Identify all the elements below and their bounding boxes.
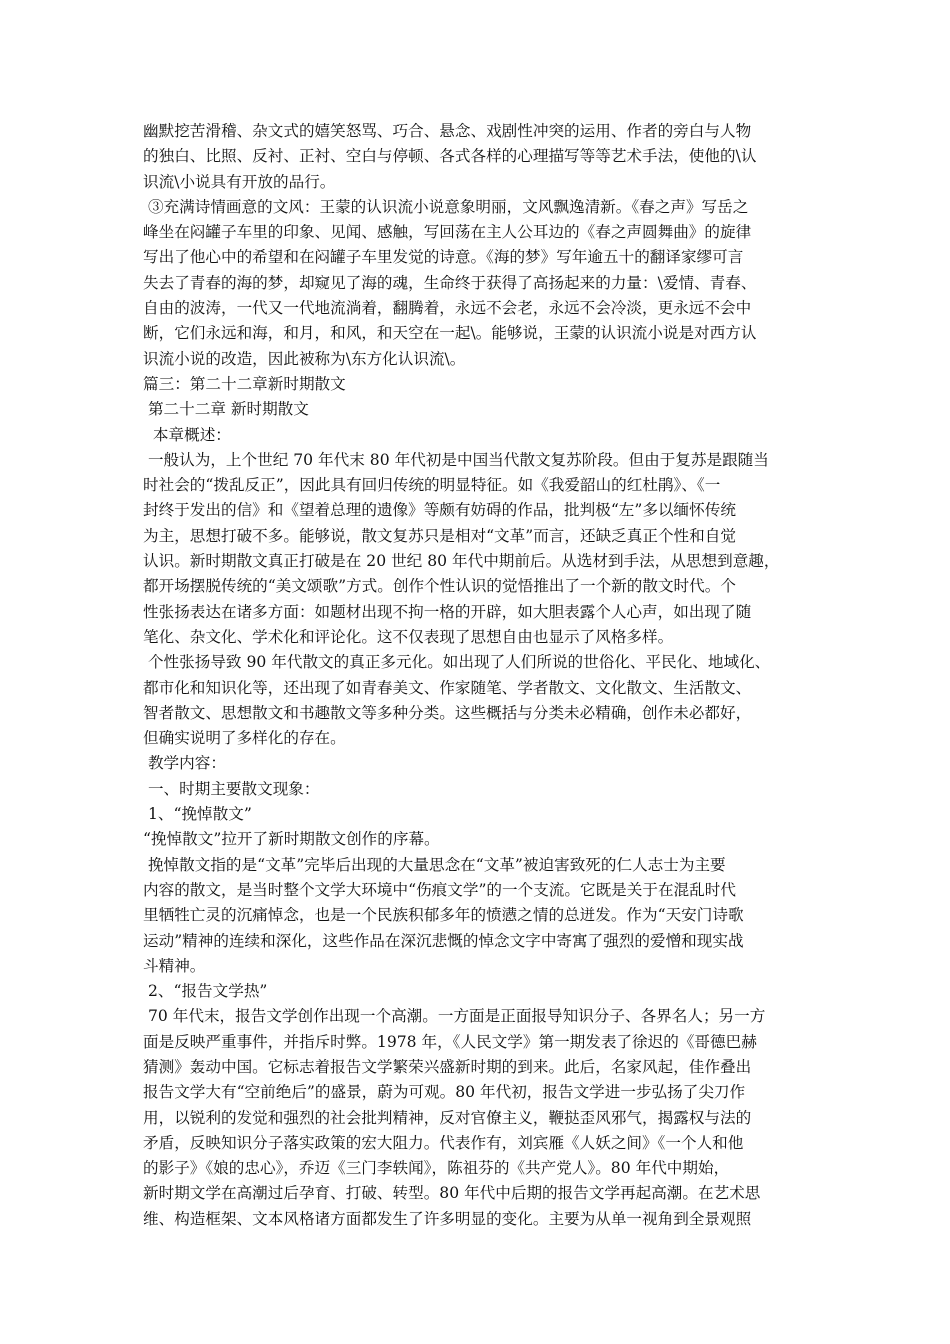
text-line: 为主，思想打破不多。能够说，散文复苏只是相对“文革”而言，还缺乏真正个性和自觉: [143, 526, 736, 545]
text-line: 断，它们永远和海，和月，和风，和天空在一起\。能够说，王蒙的认识流小说是对西方认: [143, 324, 757, 343]
text-line: 维、构造框架、文本风格诸方面都发生了许多明显的变化。主要为从单一视角到全景观照: [143, 1209, 752, 1228]
text-line: “挽悼散文”拉开了新时期散文创作的序幕。: [143, 830, 440, 849]
text-line: 幽默挖苦滑稽、杂文式的嬉笑怒骂、巧合、悬念、戏剧性冲突的运用、作者的旁白与人物: [143, 122, 752, 140]
text-line: 一、时期主要散文现象：: [143, 779, 320, 798]
text-line: 斗精神。: [143, 956, 206, 975]
text-line: 用，以锐利的发觉和强烈的社会批判精神，反对官僚主义，鞭挞歪风邪气，揭露权与法的: [143, 1108, 752, 1127]
text-line: 智者散文、思想散文和书趣散文等多种分类。这些概括与分类未必精确，创作未必都好，: [143, 703, 752, 722]
text-line: 新时期文学在高潮过后孕育、打破、转型。80 年代中后期的报告文学再起高潮。在艺术思: [143, 1184, 761, 1203]
text-line: 运动”精神的连续和深化，这些作品在深沉悲慨的悼念文字中寄寓了强烈的爱憎和现实战: [143, 931, 744, 950]
text-line: 教学内容：: [143, 754, 226, 773]
text-line: 本章概述：: [143, 425, 231, 444]
document-page: [143, 119, 809, 1232]
text-line: 内容的散文，是当时整个文学大环境中“伤痕文学”的一个支流。它既是关于在混乱时代: [143, 880, 736, 899]
text-line: ③充满诗情画意的文风：王蒙的认识流小说意象明丽，文风飘逸清新。《春之声》写岳之: [143, 197, 749, 216]
text-line: 性张扬表达在诸多方面：如题材出现不拘一格的开辟，如大胆表露个人心声，如出现了随: [143, 602, 752, 621]
text-line: 都市化和知识化等，还出现了如青春美文、作家随笔、学者散文、文化散文、生活散文、: [143, 678, 752, 697]
text-line: 写出了他心中的希望和在闷罐子车里发觉的诗意。《海的梦》写年逾五十的翻译家缪可言: [143, 248, 744, 267]
text-line: 猜测》轰动中国。它标志着报告文学繁荣兴盛新时期的到来。此后，名家风起，佳作叠出: [143, 1057, 752, 1076]
text-line: 封终于发出的信》和《望着总理的遗像》等颇有妨碍的作品，批判极“左”多以缅怀传统: [143, 501, 736, 520]
text-line: 识流\小说具有开放的品行。: [143, 172, 336, 191]
text-line: 都开场摆脱传统的“美文颂歌”方式。创作个性认识的觉悟推出了一个新的散文时代。个: [143, 577, 736, 596]
text-line: 里牺牲亡灵的沉痛悼念，也是一个民族积郁多年的愤懑之情的总迸发。作为“天安门诗歌: [143, 906, 744, 925]
text-line: 笔化、杂文化、学术化和评论化。这不仅表现了思想自由也显示了风格多样。: [143, 627, 674, 646]
text-line: 自由的波涛，一代又一代地流淌着，翻腾着，永远不会老，永远不会冷淡，更永远不会中: [143, 299, 752, 318]
text-line: 报告文学大有“空前绝后”的盛景，蔚为可观。80 年代初，报告文学进一步弘扬了尖刀作: [143, 1083, 746, 1102]
text-line: 矛盾，反映知识分子落实政策的宏大阻力。代表作有，刘宾雁《人妖之间》《一个人和他: [143, 1133, 744, 1152]
text-line: 峰坐在闷罐子车里的印象、见闻、感触，写回荡在主人公耳边的《春之声圆舞曲》的旋律: [143, 223, 752, 242]
text-line: 70 年代末，报告文学创作出现一个高潮。一方面是正面报导知识分子、各界名人；另一方: [143, 1007, 766, 1026]
text-line: 的影子》《娘的忠心》，乔迈《三门李轶闻》，陈祖芬的《共产党人》。80 年代中期始，: [143, 1159, 730, 1178]
text-line: 个性张扬导致 90 年代散文的真正多元化。如出现了人们所说的世俗化、平民化、地域化、: [143, 653, 771, 672]
text-line: 识流小说的改造，因此被称为\东方化认识流\。: [143, 349, 466, 368]
text-line: 一般认为，上个世纪 70 年代末 80 年代初是中国当代散文复苏阶段。但由于复苏是跟随当: [143, 450, 769, 469]
text-line: 失去了青春的海的梦，却窥见了海的魂，生命终于获得了高扬起来的力量：\爱情、青春、: [143, 273, 757, 292]
text-line: 认识。新时期散文真正打破是在 20 世纪 80 年代中期前后。从选材到手法，从思想到意趣，: [143, 552, 780, 571]
text-line: 的独白、比照、反衬、正衬、空白与停顿、各式各样的心理描写等等艺术手法，使他的\认: [143, 147, 757, 166]
text-line: 面是反映严重事件，并指斥时弊。1978 年，《人民文学》第一期发表了徐迟的《哥德巴赫: [143, 1032, 757, 1051]
text-line: 但确实说明了多样化的存在。: [143, 729, 346, 748]
text-line: 时社会的“拨乱反正”，因此具有回归传统的明显特征。如《我爱韶山的红杜鹃》、《一: [143, 476, 721, 495]
text-line: 篇三：第二十二章新时期散文: [143, 374, 346, 393]
text-line: 第二十二章 新时期散文: [143, 400, 309, 419]
text-line: 1、“挽悼散文”: [143, 805, 252, 824]
text-line: 2、“报告文学热”: [143, 982, 268, 1001]
text-line: 挽悼散文指的是“文革”完毕后出现的大量思念在“文革”被迫害致死的仁人志士为主要: [143, 855, 726, 874]
